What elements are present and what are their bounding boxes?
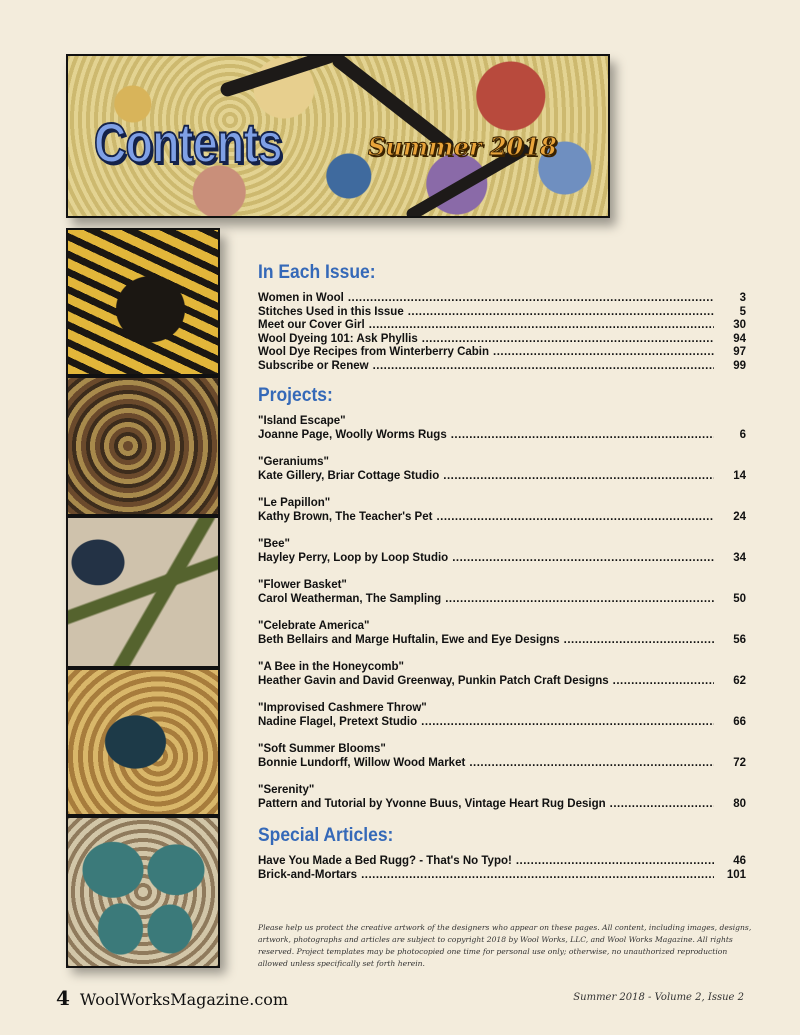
toc-entry[interactable] (258, 634, 746, 648)
project-name: "Improvised Cashmere Throw" (258, 702, 427, 714)
toc-entry-label: Hayley Perry, Loop by Loop Studio (258, 551, 449, 564)
toc-entry-page: 3 (739, 292, 746, 304)
toc-entry[interactable] (258, 346, 746, 360)
dot-leader (361, 869, 714, 883)
project-entry (258, 784, 746, 811)
toc-entry-label: Kate Gillery, Briar Cottage Studio (258, 469, 440, 482)
project-entry (258, 661, 746, 688)
toc-entry[interactable] (258, 319, 746, 333)
toc-entry-label: Wool Dyeing 101: Ask Phyllis (258, 332, 418, 345)
toc-entry-label: Kathy Brown, The Teacher's Pet (258, 510, 433, 523)
toc-entry-page: 6 (739, 428, 746, 441)
project-entry (258, 702, 746, 729)
toc-entry[interactable] (258, 593, 746, 607)
toc-entry[interactable] (258, 798, 746, 812)
dot-leader (516, 855, 714, 869)
toc-entry-page: 56 (733, 633, 746, 646)
section-in-each-issue (258, 262, 746, 373)
dot-leader (610, 798, 714, 812)
toc-entry-label: Subscribe or Renew (258, 359, 369, 372)
dot-leader (443, 470, 714, 484)
project-name: "Soft Summer Blooms" (258, 743, 386, 755)
toc-entry-page: 80 (733, 797, 746, 810)
toc-entry[interactable] (258, 292, 746, 306)
toc-entry-label: Pattern and Tutorial by Yvonne Buus, Vintage Heart Rug Design (258, 797, 606, 810)
toc-entry-page: 5 (739, 305, 746, 318)
project-entry (258, 620, 746, 647)
toc-entry-label: Heather Gavin and David Greenway, Punkin Patch Craft Designs (258, 674, 609, 687)
project-entry (258, 497, 746, 524)
toc-entry-page: 66 (733, 715, 746, 728)
dot-leader (369, 319, 714, 333)
toc-entry-page: 30 (733, 319, 746, 331)
dot-leader (408, 306, 714, 320)
dot-leader (469, 757, 714, 771)
toc-entry[interactable] (258, 470, 746, 484)
toc-entry-label: Women in Wool (258, 292, 344, 304)
dot-leader (451, 429, 714, 443)
header-banner-image (66, 54, 610, 218)
toc-entry[interactable] (258, 675, 746, 689)
dot-leader (436, 511, 714, 525)
flower-basket-photo (66, 516, 220, 668)
toc-entry-page: 14 (733, 469, 746, 482)
toc-entry[interactable] (258, 552, 746, 566)
project-entry (258, 743, 746, 770)
toc-entry-page: 97 (733, 346, 746, 358)
project-name: "A Bee in the Honeycomb" (258, 661, 404, 673)
dot-leader (613, 675, 714, 689)
dot-leader (421, 716, 714, 730)
toc-entry[interactable] (258, 716, 746, 730)
toc-entry-label: Meet our Cover Girl (258, 319, 365, 331)
toc-entry-page: 24 (733, 510, 746, 523)
toc-entry[interactable] (258, 757, 746, 771)
project-entry (258, 538, 746, 565)
toc-entry[interactable] (258, 429, 746, 443)
toc-entry-page: 94 (733, 332, 746, 345)
toc-entry-label: Beth Bellairs and Marge Huftalin, Ewe and Eye Designs (258, 633, 560, 646)
project-name: "Island Escape" (258, 415, 346, 427)
toc-entry-page: 99 (733, 359, 746, 372)
dot-leader (348, 292, 714, 306)
contents-list (258, 262, 746, 894)
issue-subtitle: Summer 2018 (368, 132, 557, 161)
toc-entry[interactable] (258, 333, 746, 347)
dot-leader (493, 346, 714, 360)
island-rug-photo (66, 376, 220, 516)
project-name: "Bee" (258, 538, 291, 550)
section-heading: Special Articles: (258, 825, 394, 846)
toc-entry-page: 46 (733, 855, 746, 867)
toc-entry-page: 101 (726, 868, 746, 881)
dot-leader (564, 634, 714, 648)
toc-entry-page: 34 (733, 551, 746, 564)
project-name: "Flower Basket" (258, 579, 347, 591)
toc-entry-page: 72 (733, 756, 746, 769)
project-entry (258, 456, 746, 483)
toc-entry[interactable] (258, 869, 746, 883)
toc-entry-page: 50 (733, 592, 746, 605)
toc-entry[interactable] (258, 511, 746, 525)
page-title: Contents (94, 111, 282, 174)
section-heading: Projects: (258, 385, 333, 406)
project-name: "Serenity" (258, 784, 315, 796)
toc-entry-label: Have You Made a Bed Rugg? - That's No Typo! (258, 855, 512, 867)
issue-info: Summer 2018 - Volume 2, Issue 2 (573, 992, 744, 1003)
dot-leader (452, 552, 714, 566)
toc-entry-label: Bonnie Lundorff, Willow Wood Market (258, 756, 466, 769)
dot-leader (422, 333, 714, 347)
project-name: "Geraniums" (258, 456, 329, 468)
footer-left (56, 986, 288, 1010)
project-name: "Le Papillon" (258, 497, 331, 509)
butterfly-rug-photo (66, 816, 220, 968)
copyright-notice: Please help us protect the creative artwork of the designers who appear on these pages. All content, including images, designs, artwork, photographs and articles are subject to copyright 2018 by Wool Works, LLC, and Wool Works Magazine. All rights reserved. Project templates may be photocopied one time for personal use only; otherwise, no unauthorized reproduction allowed unless specifically set forth herein. (258, 923, 752, 968)
toc-entry[interactable] (258, 306, 746, 320)
toc-entry-label: Wool Dye Recipes from Winterberry Cabin (258, 346, 490, 358)
page-number: 4 (56, 986, 70, 1010)
photo-strip (66, 228, 220, 966)
toc-entry-label: Nadine Flagel, Pretext Studio (258, 715, 418, 728)
dot-leader (373, 360, 714, 374)
section-projects (258, 385, 746, 811)
project-entry (258, 579, 746, 606)
section-special-articles (258, 825, 746, 882)
dot-leader (445, 593, 714, 607)
toc-entry[interactable] (258, 360, 746, 374)
toc-entry-label: Brick-and-Mortars (258, 868, 358, 881)
toc-entry-label: Joanne Page, Woolly Worms Rugs (258, 428, 447, 441)
project-name: "Celebrate America" (258, 620, 370, 632)
banner-rug-stem (219, 54, 337, 98)
website-link[interactable]: WoolWorksMagazine.com (79, 990, 289, 1009)
honeycomb-rug-photo (66, 668, 220, 816)
project-entry (258, 415, 746, 442)
bee-rug-photo (66, 228, 220, 376)
toc-entry[interactable] (258, 855, 746, 869)
section-heading: In Each Issue: (258, 262, 376, 283)
toc-entry-label: Carol Weatherman, The Sampling (258, 592, 442, 605)
toc-entry-label: Stitches Used in this Issue (258, 305, 404, 318)
toc-entry-page: 62 (733, 674, 746, 687)
